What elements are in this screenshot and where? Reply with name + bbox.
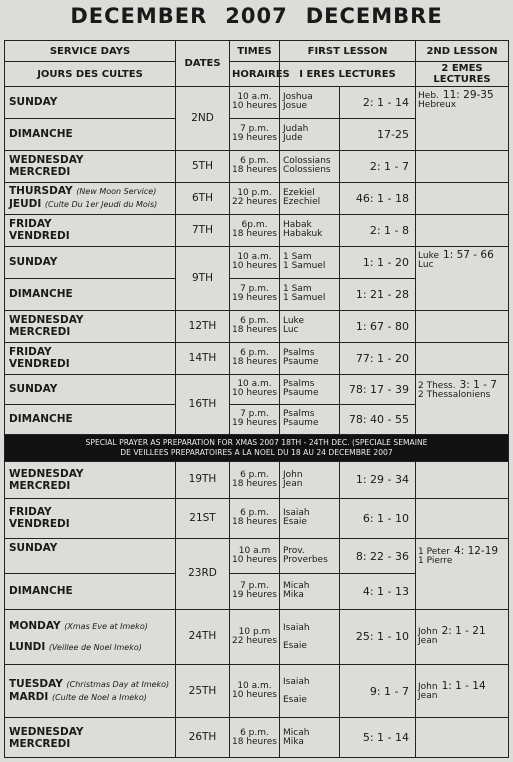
book-cell: Psalms Psaume <box>280 404 340 434</box>
reference-cell: 1: 1 - 20 <box>340 246 416 278</box>
book-cell: Psalms Psaume <box>280 374 340 404</box>
second-lesson-cell: Heb. 11: 29-35 Hebreux <box>416 86 509 150</box>
reference-cell: 4: 1 - 13 <box>340 574 416 609</box>
second-lesson-cell <box>416 310 509 342</box>
col-second-lesson: 2ND LESSON <box>416 41 509 62</box>
day-cell: DIMANCHE <box>5 118 176 150</box>
col-horaires: HORAIRES <box>230 62 280 87</box>
header-row-fr <box>5 62 509 87</box>
book-cell: 1 Sam 1 Samuel <box>280 278 340 310</box>
time-cell: 6p.m. 18 heures <box>230 214 280 246</box>
date-cell: 6TH <box>176 182 230 214</box>
book-cell: Judah Jude <box>280 118 340 150</box>
col-times: TIMES <box>230 41 280 62</box>
date-cell: 19TH <box>176 462 230 498</box>
day-cell: FRIDAY VENDREDI <box>5 214 176 246</box>
date-cell: 16TH <box>176 374 230 434</box>
second-lesson-cell <box>416 150 509 182</box>
header-row-en <box>5 41 509 62</box>
table-row <box>5 462 509 498</box>
book-cell: Prov. Proverbes <box>280 539 340 574</box>
book-cell: Isaiah Esaie <box>280 609 340 664</box>
time-cell: 10 p.m. 22 heures <box>230 182 280 214</box>
time-cell: 6 p.m. 18 heures <box>230 498 280 539</box>
reference-cell: 5: 1 - 14 <box>340 718 416 758</box>
date-cell: 21ST <box>176 498 230 539</box>
special-prayer-banner <box>5 434 509 462</box>
reference-cell: 17-25 <box>340 118 416 150</box>
day-cell: SUNDAY <box>5 246 176 278</box>
day-cell: TUESDAY (Christmas Day at Imeko) MARDI (Culte de Noel a Imeko) <box>5 665 176 718</box>
table-row <box>5 182 509 214</box>
table-row <box>5 718 509 758</box>
reference-cell: 2: 1 - 8 <box>340 214 416 246</box>
col-jours: JOURS DES CULTES <box>5 62 176 87</box>
day-cell: SUNDAY <box>5 539 176 574</box>
day-cell: WEDNESDAY MERCREDI <box>5 718 176 758</box>
table-row <box>5 539 509 574</box>
day-cell: SUNDAY <box>5 86 176 118</box>
reference-cell: 46: 1 - 18 <box>340 182 416 214</box>
banner-text: SPECIAL PRAYER AS PREPARATION FOR XMAS 2007 18TH - 24TH DEC. (SPECIALE SEMAINE DE VEILLEES PREPARATOIRES A LA NOEL DU 18 AU 24 DECEMBRE 2007 <box>5 434 509 462</box>
time-cell: 10 p.m 22 heures <box>230 609 280 664</box>
second-lesson-cell: 2 Thess. 3: 1 - 7 2 Thessaloniens <box>416 374 509 434</box>
second-lesson-cell <box>416 342 509 374</box>
reference-cell: 2: 1 - 7 <box>340 150 416 182</box>
day-cell: DIMANCHE <box>5 574 176 609</box>
reference-cell: 9: 1 - 7 <box>340 665 416 718</box>
time-cell: 10 a.m 10 heures <box>230 539 280 574</box>
day-cell: SUNDAY <box>5 374 176 404</box>
time-cell: 10 a.m. 10 heures <box>230 665 280 718</box>
title-year: 2007 <box>225 4 288 28</box>
second-lesson-cell <box>416 462 509 498</box>
col-lectures: I ERES LECTURES <box>280 62 416 87</box>
second-lesson-cell <box>416 718 509 758</box>
reference-cell: 78: 17 - 39 <box>340 374 416 404</box>
second-lesson-cell: John 2: 1 - 21 Jean <box>416 609 509 664</box>
date-cell: 14TH <box>176 342 230 374</box>
day-cell: FRIDAY VENDREDI <box>5 498 176 539</box>
table-row <box>5 498 509 539</box>
reference-cell: 2: 1 - 14 <box>340 86 416 118</box>
date-cell: 2ND <box>176 86 230 150</box>
second-lesson-cell: John 1: 1 - 14 Jean <box>416 665 509 718</box>
time-cell: 6 p.m. 18 heures <box>230 150 280 182</box>
day-cell: WEDNESDAY MERCREDI <box>5 150 176 182</box>
book-cell: 1 Sam 1 Samuel <box>280 246 340 278</box>
day-cell: MONDAY (Xmas Eve at Imeko) LUNDI (Veillee de Noel Imeko) <box>5 609 176 664</box>
time-cell: 10 a.m. 10 heures <box>230 246 280 278</box>
reference-cell: 6: 1 - 10 <box>340 498 416 539</box>
table-row <box>5 214 509 246</box>
table-row <box>5 374 509 404</box>
col-service-days: SERVICE DAYS <box>5 41 176 62</box>
date-cell: 7TH <box>176 214 230 246</box>
book-cell: Luke Luc <box>280 310 340 342</box>
second-lesson-cell: Luke 1: 57 - 66 Luc <box>416 246 509 310</box>
book-cell: Isaiah Esaie <box>280 498 340 539</box>
time-cell: 7 p.m. 19 heures <box>230 118 280 150</box>
time-cell: 6 p.m. 18 heures <box>230 342 280 374</box>
second-lesson-cell: 1 Peter 4: 12-19 1 Pierre <box>416 539 509 609</box>
book-cell: Isaiah Esaie <box>280 665 340 718</box>
book-cell: Ezekiel Ezechiel <box>280 182 340 214</box>
table-row <box>5 609 509 664</box>
day-cell: FRIDAY VENDREDI <box>5 342 176 374</box>
table-row <box>5 86 509 118</box>
reference-cell: 78: 40 - 55 <box>340 404 416 434</box>
date-cell: 23RD <box>176 539 230 609</box>
title-month-fr: DECEMBRE <box>305 4 443 28</box>
second-lesson-cell <box>416 498 509 539</box>
time-cell: 6 p.m. 18 heures <box>230 310 280 342</box>
table-row <box>5 310 509 342</box>
table-row <box>5 150 509 182</box>
table-row <box>5 665 509 718</box>
time-cell: 7 p.m. 19 heures <box>230 404 280 434</box>
time-cell: 6 p.m. 18 heures <box>230 718 280 758</box>
time-cell: 6 p.m. 18 heures <box>230 462 280 498</box>
title-month-en: DECEMBER <box>70 4 208 28</box>
book-cell: Micah Mika <box>280 574 340 609</box>
date-cell: 25TH <box>176 665 230 718</box>
time-cell: 10 a.m. 10 heures <box>230 86 280 118</box>
book-cell: Psalms Psaume <box>280 342 340 374</box>
time-cell: 7 p.m. 19 heures <box>230 278 280 310</box>
date-cell: 24TH <box>176 609 230 664</box>
table-row <box>5 246 509 278</box>
day-cell: WEDNESDAY MERCREDI <box>5 462 176 498</box>
day-cell: WEDNESDAY MERCREDI <box>5 310 176 342</box>
page-title <box>0 0 513 32</box>
second-lesson-cell <box>416 214 509 246</box>
book-cell: Joshua Josue <box>280 86 340 118</box>
schedule-table <box>4 40 509 758</box>
book-cell: Colossians Colossiens <box>280 150 340 182</box>
date-cell: 26TH <box>176 718 230 758</box>
book-cell: Micah Mika <box>280 718 340 758</box>
reference-cell: 8: 22 - 36 <box>340 539 416 574</box>
reference-cell: 25: 1 - 10 <box>340 609 416 664</box>
col-lectures2: 2 EMES LECTURES <box>416 62 509 87</box>
col-dates: DATES <box>176 41 230 87</box>
day-cell: DIMANCHE <box>5 404 176 434</box>
book-cell: John Jean <box>280 462 340 498</box>
date-cell: 12TH <box>176 310 230 342</box>
second-lesson-cell <box>416 182 509 214</box>
col-first-lesson: FIRST LESSON <box>280 41 416 62</box>
table-row <box>5 342 509 374</box>
time-cell: 10 a.m. 10 heures <box>230 374 280 404</box>
reference-cell: 1: 29 - 34 <box>340 462 416 498</box>
reference-cell: 77: 1 - 20 <box>340 342 416 374</box>
reference-cell: 1: 21 - 28 <box>340 278 416 310</box>
date-cell: 5TH <box>176 150 230 182</box>
day-cell: DIMANCHE <box>5 278 176 310</box>
time-cell: 7 p.m. 19 heures <box>230 574 280 609</box>
day-cell: THURSDAY (New Moon Service) JEUDI (Culte Du 1er Jeudi du Mois) <box>5 182 176 214</box>
book-cell: Habak Habakuk <box>280 214 340 246</box>
reference-cell: 1: 67 - 80 <box>340 310 416 342</box>
date-cell: 9TH <box>176 246 230 310</box>
